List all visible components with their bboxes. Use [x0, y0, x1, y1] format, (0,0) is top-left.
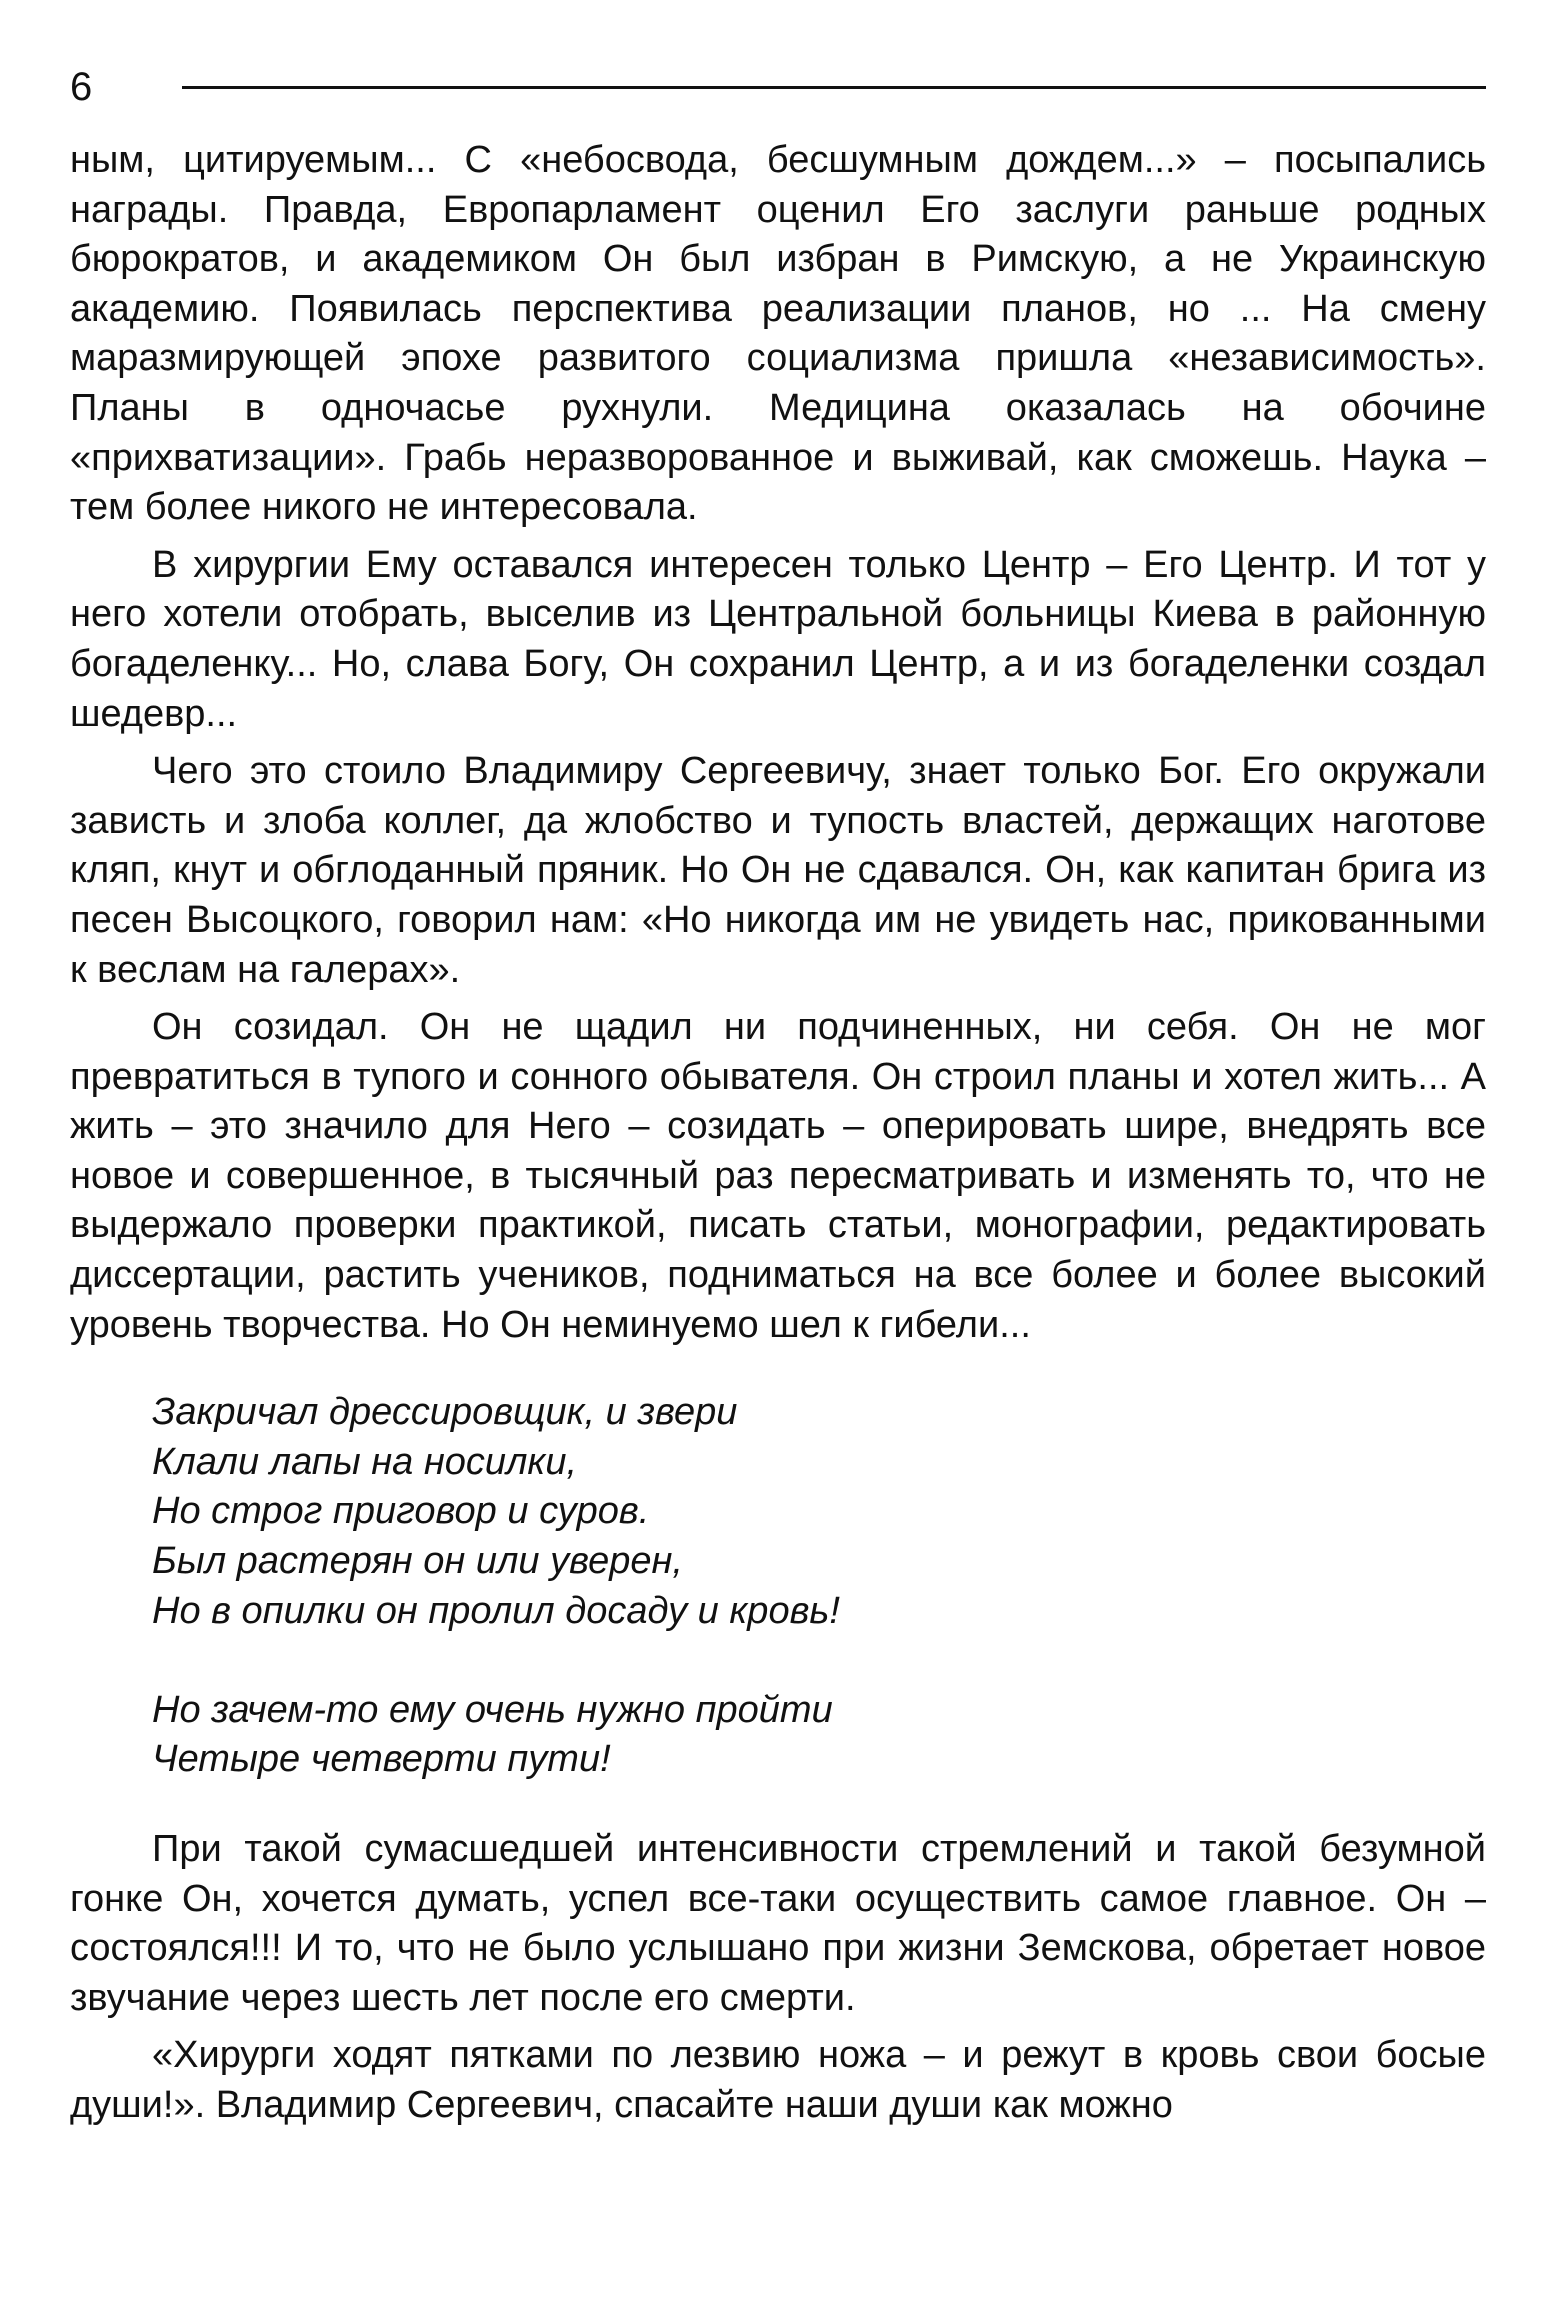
verse-line: Закричал дрессировщик, и звери: [152, 1391, 738, 1434]
verse-line: Четыре четверти пути!: [152, 1738, 611, 1781]
verse-line: Клали лапы на носилки,: [152, 1440, 578, 1483]
paragraph-surgeons-quote: «Хирурги ходят пятками по лезвию ножа – и режут в кровь свои босые души!». Владимир Сергеевич, спасайте наши души как можно: [70, 2034, 1486, 2126]
verse-stanza: [152, 1388, 1486, 1636]
body-text: [70, 136, 1486, 2139]
paragraph-creation: Он созидал. Он не щадил ни подчиненных, ни себя. Он не мог превратиться в тупого и сонного обывателя. Он строил планы и хотел жить... А жить – это значило для Него – созидать – оперировать шире, внедрять все новое и совершенное, в тысячный раз пересматривать и изменять то, что не выдержало проверки практикой, писать статьи, монографии, редактировать диссертации, растить учеников, подниматься на все более и более высокий уровень творчества. Но Он неминуемо шел к гибели...: [70, 1006, 1486, 1346]
page-number: 6: [70, 65, 93, 109]
header-rule: [182, 86, 1486, 89]
verse-line: Но в опилки он пролил досаду и кровь!: [152, 1589, 840, 1632]
page-header: [70, 62, 1486, 122]
verse-line: Был растерян он или уверен,: [152, 1540, 683, 1583]
verse-line: Но строг приговор и суров.: [152, 1490, 650, 1533]
paragraph-continued: ным, цитируемым... С «небосвода, бесшумным дождем...» – посыпались награды. Правда, Европарламент оценил Его заслуги раньше родных бюрократов, и академиком Он был избран в Римскую, а не Украинскую академию. Появилась перспектива реализации планов, но ... На смену маразмирующей эпохе развитого социализма пришла «независимость». Планы в одночасье рухнули. Медицина оказалась на обочине «прихватизации». Грабь неразворованное и выживай, как сможешь. Наука – тем более никого не интересовала.: [70, 139, 1486, 529]
paragraph-surgery-center: В хирургии Ему оставался интересен только Центр – Его Центр. И тот у него хотели отобрать, выселив из Центральной больницы Киева в районную богаделенку... Но, слава Богу, Он сохранил Центр, а и из богаделенки создал шедевр...: [70, 543, 1486, 735]
verse-line: Но зачем-то ему очень нужно пройти: [152, 1688, 833, 1731]
paragraph-cost: Чего это стоило Владимиру Сергеевичу, знает только Бог. Его окружали зависть и злоба коллег, да жлобство и тупость властей, держащих наготове кляп, кнут и обглоданный пряник. Но Он не сдавался. Он, как капитан брига из песен Высоцкого, говорил нам: «Но никогда им не увидеть нас, прикованными к веслам на галерах».: [70, 750, 1486, 991]
paragraph-achievement: При такой сумасшедшей интенсивности стремлений и такой безумной гонке Он, хочется думать, успел все-таки осуществить самое главное. Он – состоялся!!! И то, что не было услышано при жизни Земскова, обретает новое звучание через шесть лет после его смерти.: [70, 1828, 1486, 2019]
verse-quote: [152, 1388, 1486, 1785]
verse-stanza: [152, 1686, 1486, 1785]
